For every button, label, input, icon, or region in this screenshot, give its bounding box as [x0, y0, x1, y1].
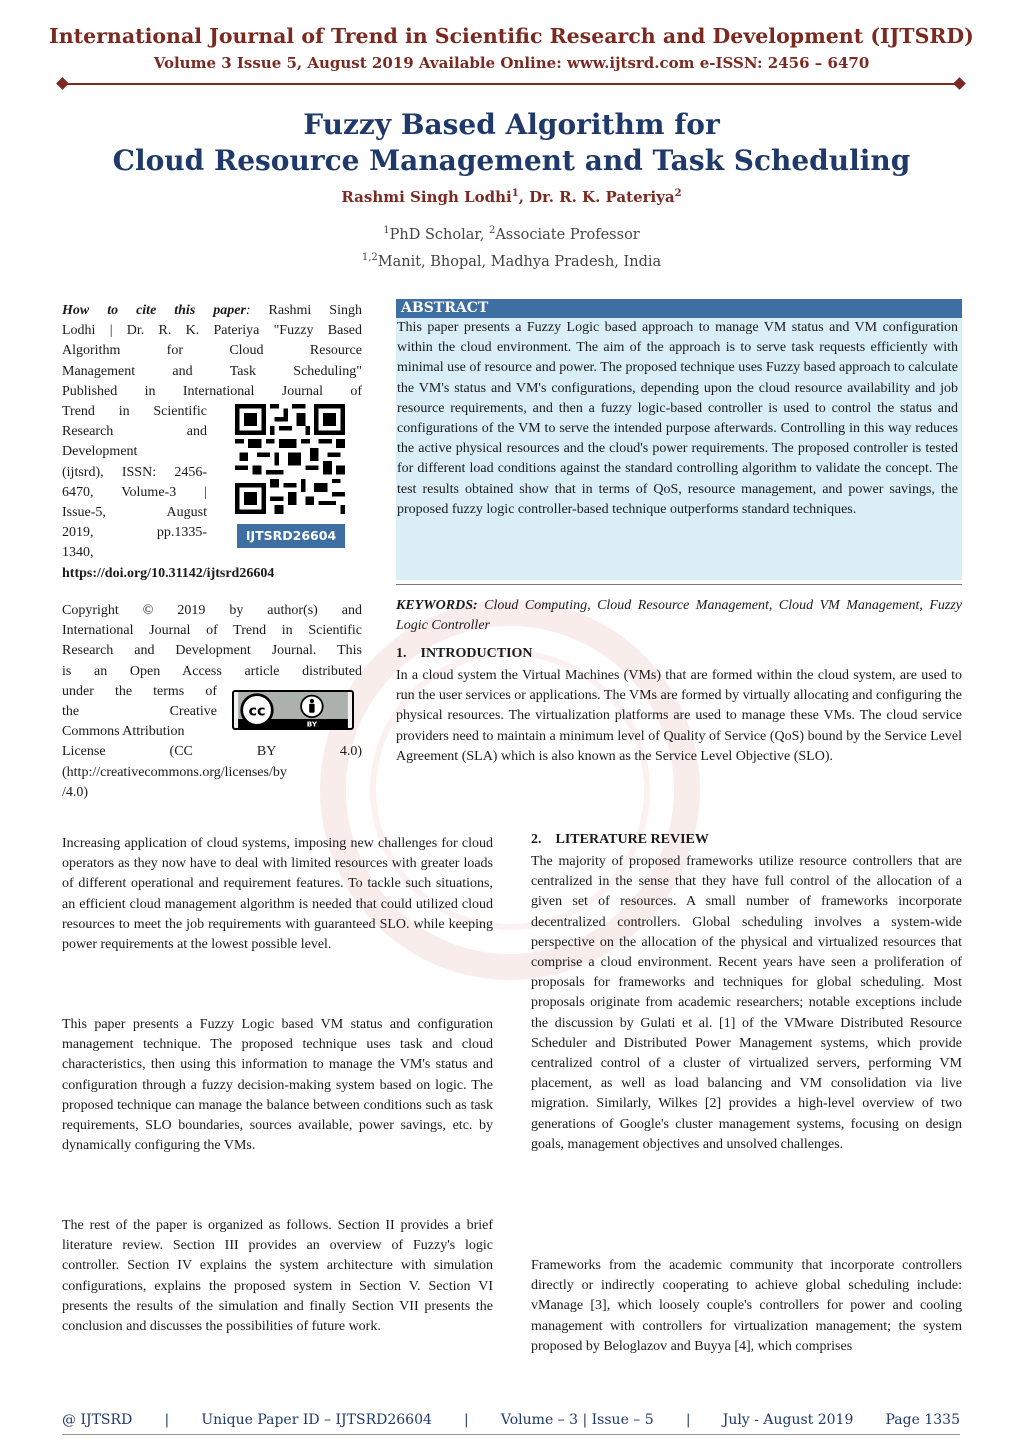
paper-title-line-1: Fuzzy Based Algorithm for — [303, 108, 720, 141]
author-name: Rashmi Singh Lodhi — [341, 188, 512, 206]
citation-text: Rashmi Singh — [268, 303, 362, 318]
license-link[interactable]: (http://creativecommons.org/licenses/by — [62, 764, 287, 780]
footer-journal: @ IJTSRD — [62, 1412, 133, 1428]
copyright-line: under the terms of — [62, 683, 217, 699]
keywords — [396, 596, 962, 636]
citation-line — [62, 301, 362, 321]
page-footer — [62, 1412, 960, 1428]
citation-line: Algorithm for Cloud Resource — [62, 343, 362, 359]
paper-id-label: IJTSRD26604 — [237, 524, 345, 548]
doi-link[interactable]: https://doi.org/10.31142/ijtsrd26604 — [62, 565, 275, 581]
journal-issue-info: Volume 3 Issue 5, August 2019 Available Online: www.ijtsrd.com e-ISSN: 2456 – 6470 — [153, 54, 870, 72]
introduction-paragraph: This paper presents a Fuzzy Logic based VM status and configuration management technique. The proposed technique uses task and cloud characteristics, then using this information to manage the VM's status and configuration through a fuzzy decision-making system based on logic. The proposed technique can manage the balance between conditions such as task requirements, SLO boundaries, sources available, power savings, etc. by dynamically configuring the VMs. — [62, 1017, 493, 1154]
abstract-heading: ABSTRACT — [396, 299, 962, 318]
citation-line: Trend in Scientific — [62, 404, 207, 420]
divider-diamond-left — [56, 77, 69, 90]
abstract-divider — [396, 584, 962, 585]
footer-separator: | — [685, 1412, 691, 1428]
introduction-paragraph: In a cloud system the Virtual Machines (VMs) that are formed within the cloud system, are used to run the user services or applications. The VMs are formed by virtually allocating and configuring the physical resources. The virtualization platforms are used to manage these VMs. The cloud service providers need to maintain a minimum level of Quality of Service (QoS) bound by the Service Level Agreement (SLA) which is also known as the Service Level Objective (SLO). — [396, 668, 962, 764]
citation-label: How to cite this paper — [62, 303, 246, 318]
introduction-paragraph: Increasing application of cloud systems, imposing new challenges for cloud operators as they now have to deal with limited resources with greater loads of different operational and requirement features. To tackle such situations, an efficient cloud management algorithm is needed that could utilized cloud resources to meet the job requirements with guaranteed SLO. while keeping power requirements at the lowest possible level. — [62, 836, 493, 953]
affiliation-superscript: 1,2 — [361, 252, 378, 264]
citation-line: 6470, Volume-3 | — [62, 484, 207, 500]
section-heading-literature-review: 2. LITERATURE REVIEW — [531, 832, 709, 847]
footer-separator: | — [464, 1412, 469, 1428]
cc-logo-text: cc — [248, 703, 266, 720]
author-list — [0, 188, 1023, 206]
author-separator: , — [518, 188, 530, 206]
creative-commons-by-icon — [232, 690, 354, 730]
footer-date: July - August 2019 — [722, 1412, 854, 1428]
citation-line: Issue-5, August — [62, 505, 207, 521]
footer-separator: | — [164, 1412, 170, 1428]
citation-line: Management and Task Scheduling" — [62, 363, 362, 379]
citation-line: Published in International Journal of — [62, 383, 362, 399]
section-heading-introduction: 1. INTRODUCTION — [396, 646, 533, 661]
copyright-line: the Creative — [62, 704, 217, 720]
abstract-body: This paper presents a Fuzzy Logic based approach to manage VM status and VM configuration within the cloud environment. The aim of the approach is to serve task requests efficiently with minimal use of resource and power. The proposed technique uses Fuzzy based approach to calculate the VM's status and VM's configurations, depending upon the cloud resource availability and job resource requirements, and then a fuzzy logic-based controller is used to control the status and configurations of the VM to serve the intended purpose afterwards. Controlling in this way reduces the active physical resources and the cloud's power requirements. The proposed controller is tested for different load conditions against the standard controlling algorithm to validate the concept. The test results obtained show that in terms of QoS, resource management, and power savings, the proposed fuzzy logic controller-based technique outperforms standard techniques. — [396, 318, 962, 580]
header-divider — [62, 83, 960, 85]
copyright-line: International Journal of Trend in Scientific — [62, 623, 362, 639]
journal-title: International Journal of Trend in Scientific Research and Development (IJTSRD) — [49, 24, 974, 48]
divider-diamond-right — [953, 77, 966, 90]
qr-code-icon — [235, 404, 345, 514]
copyright-line: Research and Development Journal. This — [62, 643, 362, 659]
role-superscript: 1 — [383, 225, 390, 237]
copyright-line: License (CC BY 4.0) — [62, 744, 362, 760]
footer-page: Page 1335 — [885, 1412, 960, 1428]
keywords-text: Cloud Computing, Cloud Resource Management, Cloud VM Management, Fuzzy Logic Controller — [396, 598, 962, 634]
copyright-line: Copyright © 2019 by author(s) and — [62, 603, 362, 618]
citation-line: (ijtsrd), ISSN: 2456- — [62, 464, 207, 480]
footer-paper-id: Unique Paper ID – IJTSRD26604 — [201, 1412, 432, 1428]
introduction-paragraph: The rest of the paper is organized as follows. Section II provides a brief literature review. Section III provides an overview of Fuzzy's logic controller. Section IV explains the system architecture with simulation configurations, explains the proposed system in Section V. Section VI presents the results of the simulation and finally Section VII presents the conclusion and discusses the possibilities of future work. — [62, 1218, 493, 1335]
citation-colon: : — [245, 303, 269, 318]
footer-volume: Volume – 3 | Issue – 5 — [500, 1412, 654, 1428]
citation-line: Development — [62, 444, 138, 460]
citation-line: 1340, — [62, 545, 94, 561]
copyright-line: is an Open Access article distributed — [62, 663, 362, 679]
author-superscript: 2 — [674, 188, 682, 199]
role-superscript: 2 — [488, 225, 496, 237]
license-link[interactable]: /4.0) — [62, 784, 89, 800]
author-superscript: 1 — [511, 188, 519, 199]
copyright-line: Commons Attribution — [62, 724, 185, 740]
author-roles — [0, 227, 1023, 243]
role-text: Associate Professor — [495, 227, 640, 243]
paper-title-line-2: Cloud Resource Management and Task Scheduling — [112, 144, 911, 177]
citation-line: Lodhi | Dr. R. K. Pateriya "Fuzzy Based — [62, 323, 362, 339]
literature-paragraph: The majority of proposed frameworks utilize resource controllers that are centralized in the sense that they have full control of the allocation of a given set of resources. A small number of frameworks incorporate decentralized controllers. Global scheduling involves a system-wide perspective on the allocation of the physical and virtualized resources that comprise a cloud environment. Recent years have seen a proliferation of proposals for frameworks and techniques for global scheduling. Most proposals originate from academic researchers; notable exceptions include the discussion by Gulati et al. [1] of the VMware Distributed Resource Scheduler and Distributed Power Management systems, which provide centralized control of a cluster of virtualized servers, performing VM placement, as well as load balancing and VM consolidation via live migration. Similarly, Wilkes [2] provides a high-level overview of two generations of Google's cluster management systems, focusing on design goals, management objectives and unsolved challenges. — [531, 854, 962, 1152]
role-text: PhD Scholar, — [389, 227, 489, 243]
citation-line: Research and — [62, 424, 207, 440]
citation-line: 2019, pp.1335- — [62, 525, 207, 541]
footer-divider — [62, 1434, 960, 1435]
by-logo-text: BY — [306, 719, 318, 729]
author-affiliation — [0, 254, 1023, 270]
keywords-label: KEYWORDS: — [396, 598, 478, 613]
author-name: Dr. R. K. Pateriya — [529, 188, 675, 206]
literature-paragraph: Frameworks from the academic community that incorporate controllers directly or indirectly cooperating to achieve global scheduling include: vManage [3], which loosely couple's controllers for power and cooling management with controllers for virtualization management; the system proposed by Beloglazov and Buyya [4], which comprises — [531, 1258, 962, 1354]
affiliation-text: Manit, Bhopal, Madhya Pradesh, India — [377, 254, 662, 270]
